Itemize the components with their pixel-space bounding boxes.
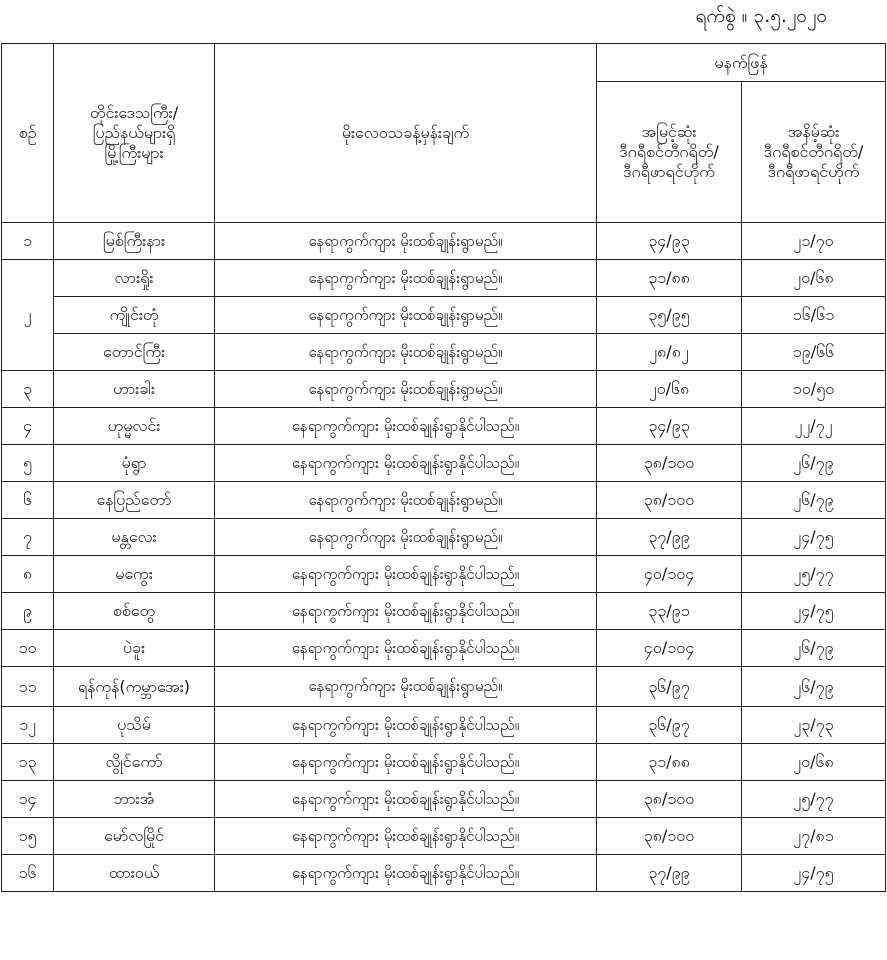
cell-serial: ၇ (2, 519, 54, 556)
cell-max-temp: ၃၈/၁၀၀ (597, 445, 742, 482)
cell-forecast: နေရာကွက်ကျား မိုးထစ်ချုန်းရွာနိုင်ပါသည်။ (215, 408, 597, 445)
cell-min-temp: ၂၁/၇၀ (742, 223, 886, 260)
table-row (2, 371, 886, 408)
report-date: ရက်စွဲ ။ ၃.၅.၂၀၂၀ (695, 5, 827, 27)
cell-max-temp: ၃၈/၁၀၀ (597, 781, 742, 818)
cell-min-temp: ၂၅/၇၇ (742, 781, 886, 818)
cell-min-temp: ၁၉/၆၆ (742, 334, 886, 371)
cell-forecast: နေရာကွက်ကျား မိုးထစ်ချုန်းရွာနိုင်ပါသည်။ (215, 445, 597, 482)
cell-min-temp: ၂၆/၇၉ (742, 630, 886, 667)
cell-city: မကွေး (54, 556, 215, 593)
cell-city: လွိုင်ကော် (54, 744, 215, 781)
table-row (2, 297, 886, 334)
table-row (2, 519, 886, 556)
cell-min-temp: ၁၀/၅၀ (742, 371, 886, 408)
cell-min-temp: ၂၇/၈၁ (742, 818, 886, 855)
table-row (2, 781, 886, 818)
cell-min-temp: ၂၄/၇၅ (742, 855, 886, 892)
cell-forecast: နေရာကွက်ကျား မိုးထစ်ချုန်းရွာမည်။ (215, 297, 597, 334)
cell-serial: ၄ (2, 408, 54, 445)
cell-forecast: နေရာကွက်ကျား မိုးထစ်ချုန်းရွာနိုင်ပါသည်။ (215, 744, 597, 781)
cell-city: မြစ်ကြီးနား (54, 223, 215, 260)
cell-max-temp: ၃၄/၉၃ (597, 408, 742, 445)
cell-forecast: နေရာကွက်ကျား မိုးထစ်ချုန်းရွာနိုင်ပါသည်။ (215, 556, 597, 593)
cell-city: စစ်တွေ (54, 593, 215, 630)
cell-serial: ၁၅ (2, 818, 54, 855)
cell-max-temp: ၃၈/၁၀၀ (597, 482, 742, 519)
cell-min-temp: ၂၀/၆၈ (742, 260, 886, 297)
cell-city: ဟားခါး (54, 371, 215, 408)
cell-forecast: နေရာကွက်ကျား မိုးထစ်ချုန်းရွာနိုင်ပါသည်။ (215, 630, 597, 667)
cell-forecast: နေရာကွက်ကျား မိုးထစ်ချုန်းရွာမည်။ (215, 223, 597, 260)
cell-serial: ၃ (2, 371, 54, 408)
cell-min-temp: ၂၄/၇၅ (742, 593, 886, 630)
table-row (2, 667, 886, 707)
cell-forecast: နေရာကွက်ကျား မိုးထစ်ချုန်းရွာနိုင်ပါသည်။ (215, 707, 597, 744)
header-serial: စဉ် (2, 44, 54, 223)
cell-serial: ၁၁ (2, 667, 54, 707)
table-row (2, 260, 886, 297)
cell-city: ပုသိမ် (54, 707, 215, 744)
table-row (2, 223, 886, 260)
cell-min-temp: ၂၅/၇၇ (742, 556, 886, 593)
cell-max-temp: ၄၀/၁၀၄ (597, 556, 742, 593)
cell-max-temp: ၃၁/၈၈ (597, 744, 742, 781)
table-row (2, 744, 886, 781)
cell-min-temp: ၂၆/၇၉ (742, 445, 886, 482)
cell-serial: ၁၄ (2, 781, 54, 818)
table-row (2, 855, 886, 892)
cell-max-temp: ၃၃/၉၁ (597, 593, 742, 630)
cell-city: လားရှိုး (54, 260, 215, 297)
cell-city: နေပြည်တော် (54, 482, 215, 519)
cell-city: မန္တလေး (54, 519, 215, 556)
header-tomorrow: မနက်ဖြန် (597, 44, 886, 82)
cell-min-temp: ၂၂/၇၂ (742, 408, 886, 445)
cell-city: ဘားအံ (54, 781, 215, 818)
cell-forecast: နေရာကွက်ကျား မိုးထစ်ချုန်းရွာမည်။ (215, 371, 597, 408)
table-row (2, 482, 886, 519)
header-max-temp: အမြင့်ဆုံး ဒီဂရီစင်တီဂရိတ်/ ဒီဂရီဖာရင်ဟိုက် (597, 82, 742, 223)
cell-forecast: နေရာကွက်ကျား မိုးထစ်ချုန်းရွာနိုင်ပါသည်။ (215, 593, 597, 630)
cell-serial: ၁၆ (2, 855, 54, 892)
cell-max-temp: ၃၁/၈၈ (597, 260, 742, 297)
cell-min-temp: ၁၆/၆၁ (742, 297, 886, 334)
cell-forecast: နေရာကွက်ကျား မိုးထစ်ချုန်းရွာမည်။ (215, 667, 597, 707)
cell-max-temp: ၄၀/၁၀၄ (597, 630, 742, 667)
cell-forecast: နေရာကွက်ကျား မိုးထစ်ချုန်းရွာမည်။ (215, 482, 597, 519)
cell-min-temp: ၂၆/၇၉ (742, 482, 886, 519)
cell-city: ရန်ကုန်(ကမ္ဘာအေး) (54, 667, 215, 707)
cell-min-temp: ၂၆/၇၉ (742, 667, 886, 707)
cell-max-temp: ၃၄/၉၃ (597, 223, 742, 260)
table-row (2, 818, 886, 855)
cell-city: ကျိုင်းတုံ (54, 297, 215, 334)
cell-max-temp: ၂၀/၆၈ (597, 371, 742, 408)
table-row (2, 707, 886, 744)
table-row (2, 445, 886, 482)
weather-forecast-table (1, 43, 886, 892)
cell-max-temp: ၃၈/၁၀၀ (597, 818, 742, 855)
cell-forecast: နေရာကွက်ကျား မိုးထစ်ချုန်းရွာနိုင်ပါသည်။ (215, 855, 597, 892)
cell-forecast: နေရာကွက်ကျား မိုးထစ်ချုန်းရွာနိုင်ပါသည်။ (215, 781, 597, 818)
cell-serial: ၅ (2, 445, 54, 482)
cell-max-temp: ၃၅/၉၅ (597, 297, 742, 334)
cell-serial: ၁၃ (2, 744, 54, 781)
cell-serial: ၈ (2, 556, 54, 593)
cell-serial: ၁၂ (2, 707, 54, 744)
cell-serial: ၉ (2, 593, 54, 630)
header-min-temp: အနိမ့်ဆုံး ဒီဂရီစင်တီဂရိတ်/ ဒီဂရီဖာရင်ဟိုက် (742, 82, 886, 223)
table-row (2, 408, 886, 445)
cell-max-temp: ၃၆/၉၇ (597, 667, 742, 707)
cell-city: ထားဝယ် (54, 855, 215, 892)
cell-city: မုံရွာ (54, 445, 215, 482)
cell-max-temp: ၃၇/၉၉ (597, 855, 742, 892)
cell-max-temp: ၃၇/၉၉ (597, 519, 742, 556)
cell-forecast: နေရာကွက်ကျား မိုးထစ်ချုန်းရွာမည်။ (215, 334, 597, 371)
cell-min-temp: ၂၀/၆၈ (742, 744, 886, 781)
cell-serial: ၂ (2, 260, 54, 371)
header-forecast: မိုးလေဝသခန့်မှန်းချက် (215, 44, 597, 223)
cell-city: မော်လမြိုင် (54, 818, 215, 855)
cell-max-temp: ၂၈/၈၂ (597, 334, 742, 371)
header-region: တိုင်းဒေသကြီး/ ပြည်နယ်များရှိ မြို့ကြီးများ (54, 44, 215, 223)
table-row (2, 334, 886, 371)
cell-city: ဟုမ္မလင်း (54, 408, 215, 445)
cell-min-temp: ၂၄/၇၅ (742, 519, 886, 556)
cell-max-temp: ၃၆/၉၇ (597, 707, 742, 744)
cell-forecast: နေရာကွက်ကျား မိုးထစ်ချုန်းရွာနိုင်ပါသည်။ (215, 818, 597, 855)
cell-city: ပဲခူး (54, 630, 215, 667)
cell-serial: ၆ (2, 482, 54, 519)
table-row (2, 556, 886, 593)
cell-forecast: နေရာကွက်ကျား မိုးထစ်ချုန်းရွာမည်။ (215, 519, 597, 556)
cell-city: တောင်ကြီး (54, 334, 215, 371)
cell-serial: ၁၀ (2, 630, 54, 667)
cell-forecast: နေရာကွက်ကျား မိုးထစ်ချုန်းရွာမည်။ (215, 260, 597, 297)
cell-serial: ၁ (2, 223, 54, 260)
table-row (2, 630, 886, 667)
table-row (2, 593, 886, 630)
cell-min-temp: ၂၃/၇၃ (742, 707, 886, 744)
